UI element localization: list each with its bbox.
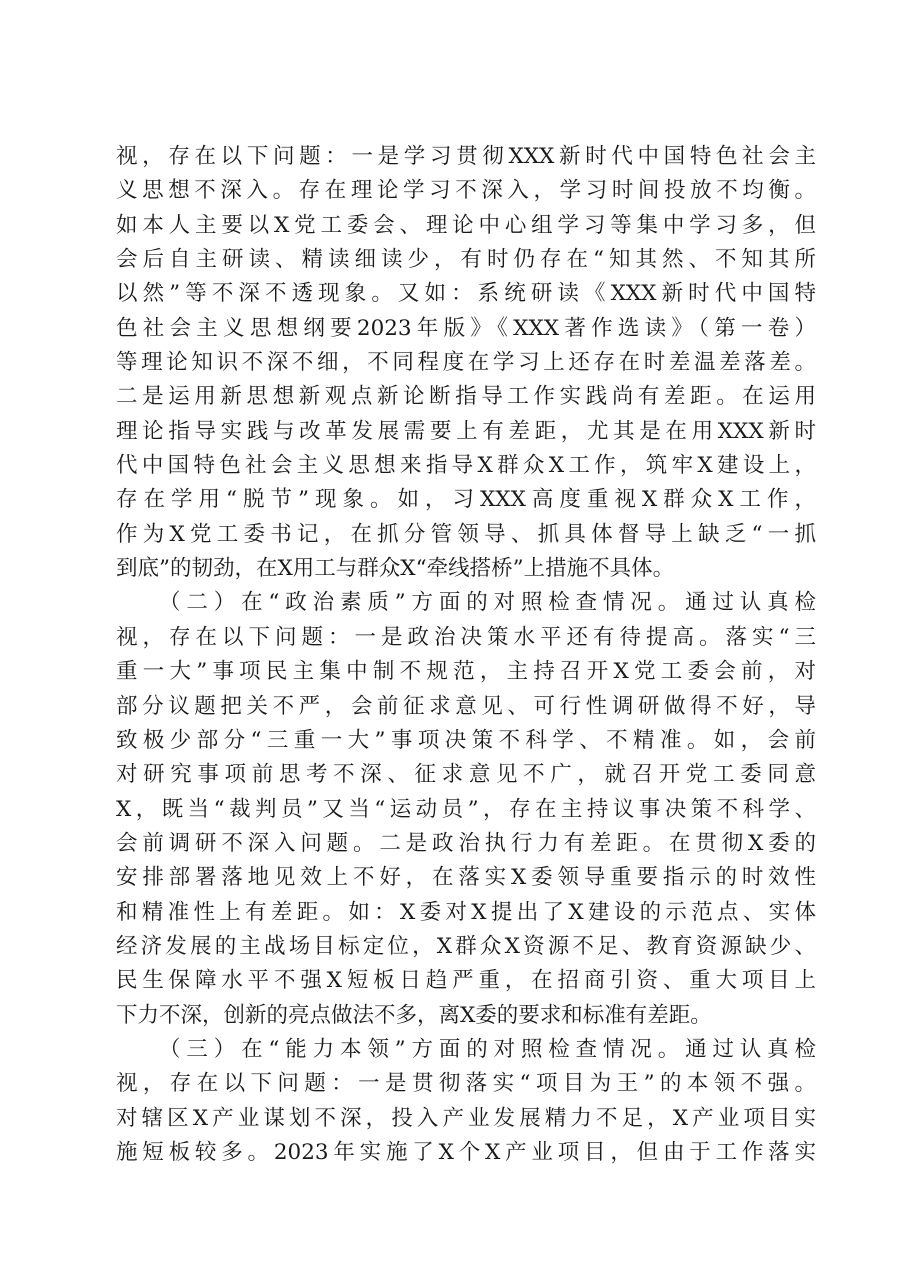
- text-line: 以然”等不深不透现象。又如：系统研读《XXX新时代中国特: [116, 281, 816, 307]
- body-text: [116, 140, 816, 1170]
- paragraph-heading-line: （三）在“能力本领”方面的对照检查情况。通过认真检: [159, 1036, 816, 1062]
- text-line: 义思想不深入。存在理论学习不深入，学习时间投放不均衡。: [116, 178, 816, 204]
- text-line: 等理论知识不深不细，不同程度在学习上还存在时差温差落差。: [116, 350, 816, 376]
- text-line: 色社会主义思想纲要2023年版》《XXX著作选读》（第一卷）: [116, 315, 816, 341]
- text-line: 会前调研不深入问题。二是政治执行力有差距。在贯彻X委的: [116, 830, 816, 856]
- text-line: 和精准性上有差距。如：X委对X提出了X建设的示范点、实体: [116, 899, 816, 925]
- paragraph-heading-line: （二）在“政治素质”方面的对照检查情况。通过认真检: [159, 590, 816, 616]
- text-line: 理论指导实践与改革发展需要上有差距，尤其是在用XXX新时: [116, 418, 816, 444]
- paragraph-last-line: 到底”的韧劲，在X用工与群众X“牵线搭桥”上措施不具体。: [116, 556, 675, 582]
- text-line: 民生保障水平不强X短板日趋严重，在招商引资、重大项目上: [116, 968, 816, 994]
- text-line: 二是运用新思想新观点新论断指导工作实践尚有差距。在运用: [116, 384, 816, 410]
- text-line: 对辖区X产业谋划不深，投入产业发展精力不足，X产业项目实: [116, 1105, 816, 1131]
- text-line: 存在学用“脱节”现象。如，习XXX高度重视X群众X工作，: [116, 487, 816, 513]
- text-line: 重一大”事项民主集中制不规范，主持召开X党工委会前，对: [116, 659, 816, 685]
- text-line: 视，存在以下问题：一是政治决策水平还有待提高。落实“三: [116, 624, 816, 650]
- text-line: 致极少部分“三重一大”事项决策不科学、不精准。如，会前: [116, 727, 816, 753]
- text-line: 安排部署落地见效上不好，在落实X委领导重要指示的时效性: [116, 865, 816, 891]
- text-line: 代中国特色社会主义思想来指导X群众X工作，筑牢X建设上，: [116, 453, 816, 479]
- text-line: 施短板较多。2023年实施了X个X产业项目，但由于工作落实: [116, 1139, 816, 1165]
- text-line: X，既当“裁判员”又当“运动员”，存在主持议事决策不科学、: [116, 796, 816, 822]
- text-line: 如本人主要以X党工委会、理论中心组学习等集中学习多，但: [116, 212, 816, 238]
- text-line: 经济发展的主战场目标定位，X群众X资源不足、教育资源缺少、: [116, 933, 816, 959]
- text-line: 部分议题把关不严，会前征求意见、可行性调研做得不好，导: [116, 693, 816, 719]
- text-line: 作为X党工委书记，在抓分管领导、抓具体督导上缺乏“一抓: [116, 521, 816, 547]
- text-line: 视，存在以下问题：一是贯彻落实“项目为王”的本领不强。: [116, 1071, 816, 1097]
- text-line: 会后自主研读、精读细读少，有时仍存在“知其然、不知其所: [116, 247, 816, 273]
- text-line: 对研究事项前思考不深、征求意见不广，就召开党工委同意: [116, 762, 816, 788]
- paragraph-last-line: 下力不深，创新的亮点做法不多，离X委的要求和标准有差距。: [116, 1002, 712, 1028]
- text-line: 视，存在以下问题：一是学习贯彻XXX新时代中国特色社会主: [116, 144, 816, 169]
